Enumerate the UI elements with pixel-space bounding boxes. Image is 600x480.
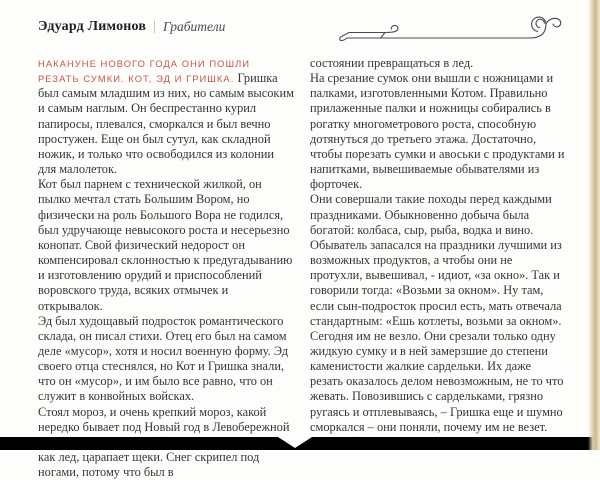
page-edge-strip: [588, 0, 600, 450]
lead-body-text: Гришка был самым младшим из них, но самым высоким и самым наглым. Он беспрестанно курил папиросы, плевался, сморкался и был вечно простужен. Еще он был сутул, как складной ножик, и только что освободился из колонии для малолеток.: [38, 71, 294, 177]
paragraph: Эд был худощавый подросток романтического склада, он писал стихи. Отец его был на самом деле «мусор», хотя и носил военную форму. Эд своего отца стеснялся, но Кот и Гришка знали, что он «мусор», и им было все равно, что он служит в конвойных войсках.: [38, 313, 288, 404]
lead-paragraph: [38, 56, 294, 177]
reading-area: [38, 56, 567, 480]
paragraph: На срезание сумок они вышли с ножницами и палками, изготовленными Котом. Правильно прилаженные палки и ножницы собирались в рогатку многометрового роста, способную дотянуться до третьего этажа. Достаточно, чтобы порезать сумки и авоськи с продуктами и напитками, вывешиваемые обывателями из форточек.: [310, 71, 565, 192]
author-name: Эдуард Лимонов: [38, 19, 147, 34]
book-title: Грабители: [162, 19, 226, 34]
flourish-divider-icon: [335, 11, 570, 43]
column-right: [310, 56, 566, 480]
paragraph: Они совершали такие походы перед каждыми праздниками. Обыкновенно добыча была богатой: колбаса, сыр, рыба, водка и вино. Обыватель запасался на праздники лучшими из возможных продуктов, а чтобы они не протухли, вывешивал, - идиот, «за окно». Так и говорили тогда: «Возьми за окном». Ну там, если сын-подросток просил есть, мать отвечала стандартным: «Ешь котлеты, возьми за окном».: [310, 192, 562, 328]
paragraph: Кот был парнем с технической жилкой, он пылко мечтал стать Большим Вором, но физически на роль Большого Вора не годился, был удручающе невысокого роста и несерьезно конопат. Свой физический недорост он компенсировал склонностью к предугадыванию и изготовлению орудий и приспособлений воровского труда, всяких отмычек и открывалок.: [38, 177, 293, 313]
reveal-controls-handle-icon[interactable]: [278, 437, 312, 448]
paragraph: Сегодня им не везло. Они срезали только одну жидкую сумку и в ней замерзшие до степени каменистости жалкие сардельки. Их даже резать оказалось делом невозможным, не то что жевать. Повозившись с сардельками, грязно ругаясь и отплевываясь, – Гришка еще и шумно сморкался – они поняли, почему им не везет.: [310, 328, 564, 434]
paragraph: Стоял мороз, и очень крепкий мороз, какой нередко бывает под Новый год в Левобережной как лед, царапает щеки. Снег скрипел под ногами, потому что был в: [38, 404, 290, 480]
lead-caps-text: НАКАНУНЕ НОВОГО ГОДА ОНИ ПОШЛИ РЕЗАТЬ СУМКИ. КОТ, ЭД И ГРИШКА.: [38, 58, 251, 85]
left-paragraphs: [38, 177, 294, 480]
right-paragraphs: [310, 56, 566, 450]
column-left: [38, 56, 294, 480]
page-header: [38, 14, 570, 40]
paragraph: состоянии превращаться в лед.: [310, 56, 474, 70]
header-separator: |: [153, 19, 156, 34]
